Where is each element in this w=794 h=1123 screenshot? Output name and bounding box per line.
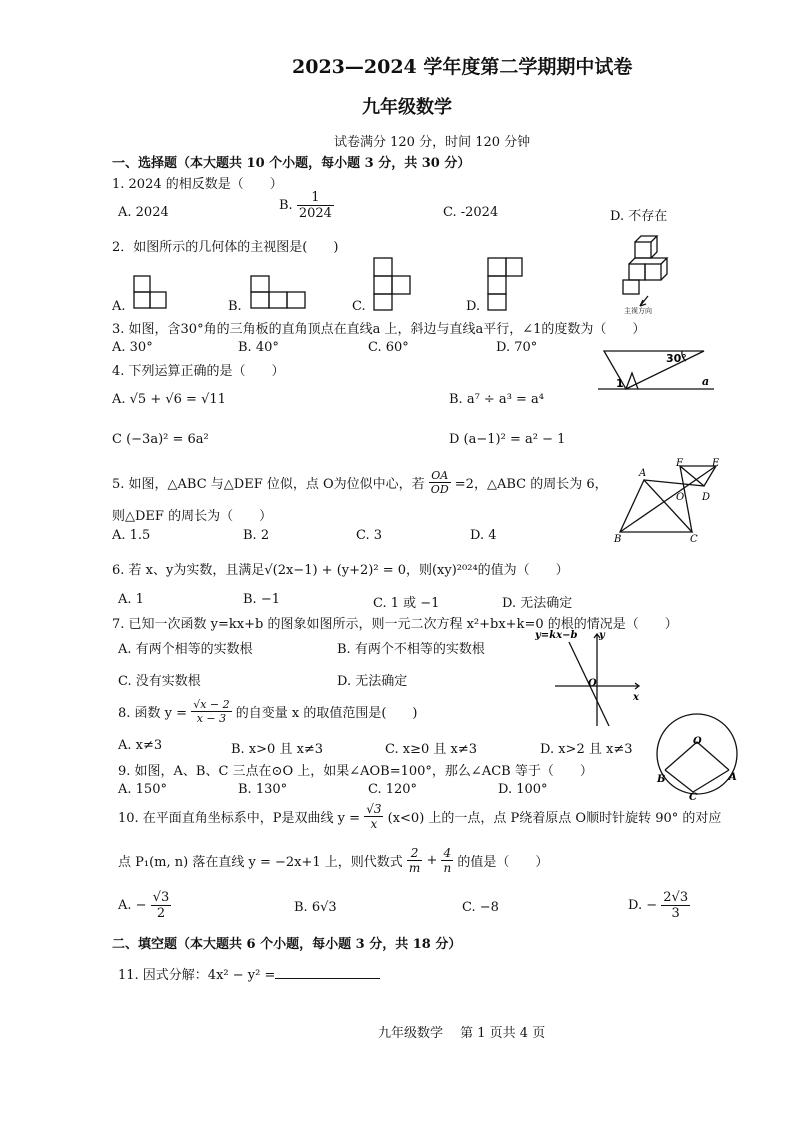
q3-triangle-figure (598, 345, 718, 395)
q5-option-b: B. 2 (243, 528, 270, 543)
exam-subtitle: 九年级数学 (362, 97, 452, 118)
q10-stem: 10. 在平面直角坐标系中，P是双曲线 y = $\frac{√3}{x}$ (x<0) 上的一点，点 P绕着原点 O顺时针旋转 90° 的对应 (118, 802, 722, 831)
q8-option-a: A. x≠3 (118, 738, 163, 753)
q7-option-d: D. 无法确定 (337, 674, 408, 689)
q3-angle-label: 30° (666, 352, 687, 365)
q10-option-b: B. 6√3 (294, 900, 337, 915)
q4-option-c: C (−3a)² = 6a² (112, 432, 209, 447)
q2-option-a: A. (112, 299, 126, 314)
q2-option-c: C. (352, 299, 366, 314)
q4-option-b: B. a⁷ ÷ a³ = a⁴ (449, 392, 545, 407)
q1-option-c: C. -2024 (443, 205, 499, 220)
q11-answer-blank[interactable] (275, 966, 380, 979)
q2-view-direction-label: 主视方向 (624, 307, 652, 315)
section-2-heading: 二、填空题（本大题共 6 个小题，每小题 3 分，共 18 分） (112, 937, 462, 952)
q7-option-a: A. 有两个相等的实数根 (118, 642, 253, 657)
q9-option-b: B. 130° (238, 782, 288, 797)
q9-stem: 9. 如图，A、B、C 三点在⊙O 上，如果∠AOB=100°，那么∠ACB 等于（ ） (118, 764, 593, 779)
q4-stem: 4. 下列运算正确的是（ ） (112, 364, 285, 379)
q9-label-o: O (693, 736, 702, 747)
page-footer: 九年级数学 第 1 页共 4 页 (378, 1026, 546, 1041)
q1-option-d: D. 不存在 (610, 209, 668, 224)
q6-option-b: B. −1 (243, 592, 280, 607)
q10-option-a: A. − $\frac{√3}{2}$ (118, 890, 170, 921)
q9-label-a: A (729, 772, 737, 783)
q8-stem: 8. 函数 y = $\frac{√x - 2}{x - 3}$ 的自变量 x 的取值范围是( ) (118, 698, 418, 725)
q7-option-b: B. 有两个不相等的实数根 (337, 642, 485, 657)
q2-figure-c (372, 256, 412, 316)
q7-y-axis-label: y (599, 630, 605, 641)
q10-stem-line2: 点 P₁(m, n) 落在直线 y = −2x+1 上，则代数式 $\frac{2}{m}$ + $\frac{4}{n}$ 的值是（ ） (118, 846, 549, 875)
exam-info: 试卷满分 120 分，时间 120 分钟 (334, 135, 531, 150)
q5-label-f: F (676, 458, 683, 469)
q7-option-c: C. 没有实数根 (118, 674, 201, 689)
q4-option-d: D (a−1)² = a² − 1 (449, 432, 566, 447)
q8-option-b: B. x>0 且 x≠3 (231, 742, 324, 757)
q3-stem: 3. 如图，含30°角的三角板的直角顶点在直线a 上，斜边与直线a平行，∠1的度数为（ ） (112, 322, 646, 337)
q7-linear-graph-figure (535, 628, 645, 728)
q10-option-d: D. − $\frac{2√3}{3}$ (628, 890, 689, 921)
q9-circle-figure (653, 710, 743, 803)
q2-figure-a (132, 274, 172, 314)
q7-stem: 7. 已知一次函数 y=kx+b 的图象如图所示，则一元二次方程 x²+bx+k=0 的根的情况是（ ） (112, 617, 678, 632)
q2-solid-figure (618, 234, 680, 316)
q4-option-a: A. √5 + √6 = √11 (112, 392, 226, 407)
q3-angle1-label: 1 (616, 377, 624, 390)
q2-option-d: D. (466, 299, 481, 314)
q5-label-o: O (676, 492, 685, 503)
q9-label-b: B (657, 774, 666, 785)
q5-stem: 5. 如图，△ABC 与△DEF 位似，点 O为位似中心，若 $\frac{OA}{OD}$ =2，△ABC 的周长为 6， (112, 469, 608, 496)
exam-title: 2023—2024 学年度第二学期期中试卷 (292, 56, 633, 78)
q5-label-b: B (614, 534, 622, 545)
q9-option-d: D. 100° (498, 782, 548, 797)
q5-option-c: C. 3 (356, 528, 383, 543)
q9-option-a: A. 150° (118, 782, 167, 797)
q3-option-b: B. 40° (238, 340, 279, 355)
q5-similar-triangles-figure (612, 458, 728, 544)
q2-option-b: B. (228, 299, 242, 314)
q3-option-d: D. 70° (496, 340, 538, 355)
q5-option-d: D. 4 (470, 528, 497, 543)
q7-x-axis-label: x (633, 692, 639, 703)
section-1-heading: 一、选择题（本大题共 10 个小题，每小题 3 分，共 30 分） (112, 156, 471, 171)
q7-origin-label: O (588, 678, 597, 689)
q3-option-a: A. 30° (112, 340, 153, 355)
q5-label-c: C (690, 534, 698, 545)
q6-stem: 6. 若 x、y为实数，且满足√(2x−1) + (y+2)² = 0，则(xy)²⁰²⁴的值为（ ） (112, 563, 569, 578)
q11-stem: 11. 因式分解：4x² − y² = (118, 964, 380, 983)
q1-option-a: A. 2024 (118, 205, 169, 220)
q5-option-a: A. 1.5 (112, 528, 151, 543)
q5-label-d: D (702, 492, 711, 503)
q8-option-c: C. x≥0 且 x≠3 (385, 742, 478, 757)
q6-option-d: D. 无法确定 (502, 596, 573, 611)
q10-option-c: C. −8 (462, 900, 499, 915)
q2-figure-d (486, 256, 526, 316)
q2-figure-b (249, 274, 309, 314)
q3-line-a-label: a (702, 375, 710, 388)
q5-label-e: E (712, 458, 720, 469)
q1-stem: 1. 2024 的相反数是（ ） (112, 177, 283, 192)
q3-option-c: C. 60° (368, 340, 409, 355)
q9-option-c: C. 120° (368, 782, 418, 797)
q7-line-label: y=kx−b (535, 630, 578, 641)
q2-stem: 2．如图所示的几何体的主视图是( ) (112, 240, 339, 255)
q5-label-a: A (639, 468, 647, 479)
q1-option-b: B. $\frac{1}{2024}$ (279, 190, 332, 221)
q8-option-d: D. x>2 且 x≠3 (540, 742, 633, 757)
q6-option-c: C. 1 或 −1 (373, 596, 440, 611)
q6-option-a: A. 1 (118, 592, 144, 607)
q5-stem-line2: 则△DEF 的周长为（ ） (112, 509, 273, 524)
q9-label-c: C (689, 792, 697, 803)
